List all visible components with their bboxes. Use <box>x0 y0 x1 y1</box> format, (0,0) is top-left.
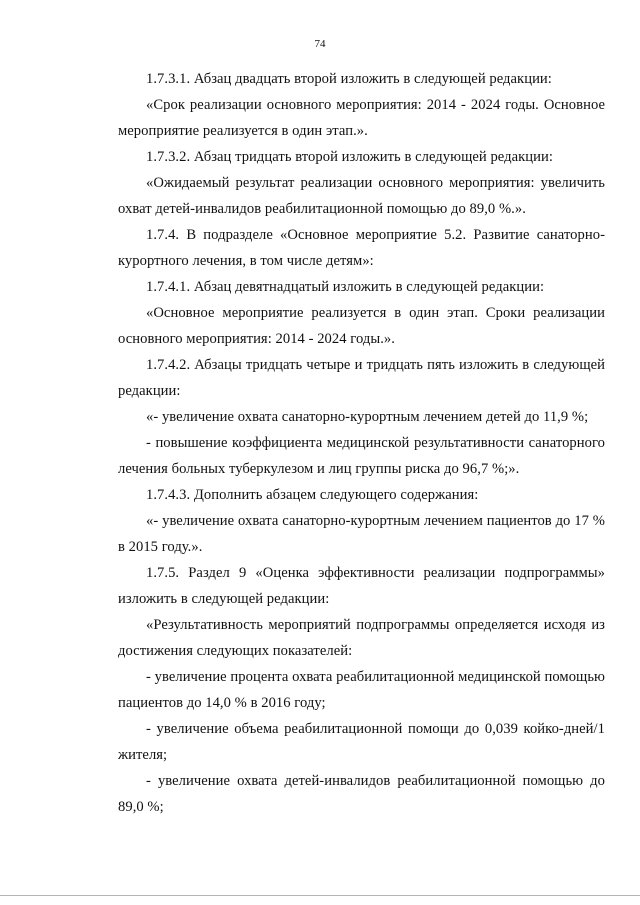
paragraph-one-stage: «Основное мероприятие реализуется в один этап. Сроки реализации основного мероприятия: 2014 - 2024 годы.». <box>118 305 605 347</box>
paragraph-1-7-3-2: 1.7.3.2. Абзац тридцать второй изложить в следующей редакции: <box>146 149 553 165</box>
paragraph-1-7-4: 1.7.4. В подразделе «Основное мероприятие 5.2. Развитие санаторно-курортного лечения, в том числе детям»: <box>118 227 605 269</box>
paragraph-1-7-5: 1.7.5. Раздел 9 «Оценка эффективности реализации подпрограммы» изложить в следующей редакции: <box>118 565 605 607</box>
footer-divider <box>0 895 640 896</box>
document-body <box>118 66 605 820</box>
paragraph-effectiveness-intro: «Результативность мероприятий подпрограммы определяется исходя из достижения следующих показателей: <box>118 617 605 659</box>
paragraph-1-7-4-2: 1.7.4.2. Абзацы тридцать четыре и тридцать пять изложить в следующей редакции: <box>118 357 605 399</box>
page-number: 74 <box>314 38 326 50</box>
paragraph-children-coverage: «- увеличение охвата санаторно-курортным лечением детей до 11,9 %; <box>146 409 589 425</box>
paragraph-patients-coverage: «- увеличение охвата санаторно-курортным лечением пациентов до 17 % в 2015 году.». <box>118 513 605 555</box>
paragraph-rehab-volume: - увеличение объема реабилитационной помощи до 0,039 койко-дней/1 жителя; <box>118 721 605 763</box>
paragraph-1-7-4-3: 1.7.4.3. Дополнить абзацем следующего содержания: <box>146 487 479 503</box>
paragraph-tuberculosis-coefficient: - повышение коэффициента медицинской результативности санаторного лечения больных туберкулезом и лиц группы риска до 96,7 %;». <box>118 435 605 477</box>
paragraph-disabled-children-coverage: - увеличение охвата детей-инвалидов реабилитационной помощью до 89,0 %; <box>118 773 605 815</box>
paragraph-expected-result: «Ожидаемый результат реализации основного мероприятия: увеличить охват детей-инвалидов реабилитационной помощью до 89,0 %.». <box>118 175 605 217</box>
paragraph-implementation-period: «Срок реализации основного мероприятия: 2014 - 2024 годы. Основное мероприятие реализуется в один этап.». <box>118 97 605 139</box>
paragraph-1-7-3-1: 1.7.3.1. Абзац двадцать второй изложить в следующей редакции: <box>146 71 552 87</box>
paragraph-rehab-percent: - увеличение процента охвата реабилитационной медицинской помощью пациентов до 14,0 % в 2016 году; <box>118 669 605 711</box>
paragraph-1-7-4-1: 1.7.4.1. Абзац девятнадцатый изложить в следующей редакции: <box>146 279 545 295</box>
